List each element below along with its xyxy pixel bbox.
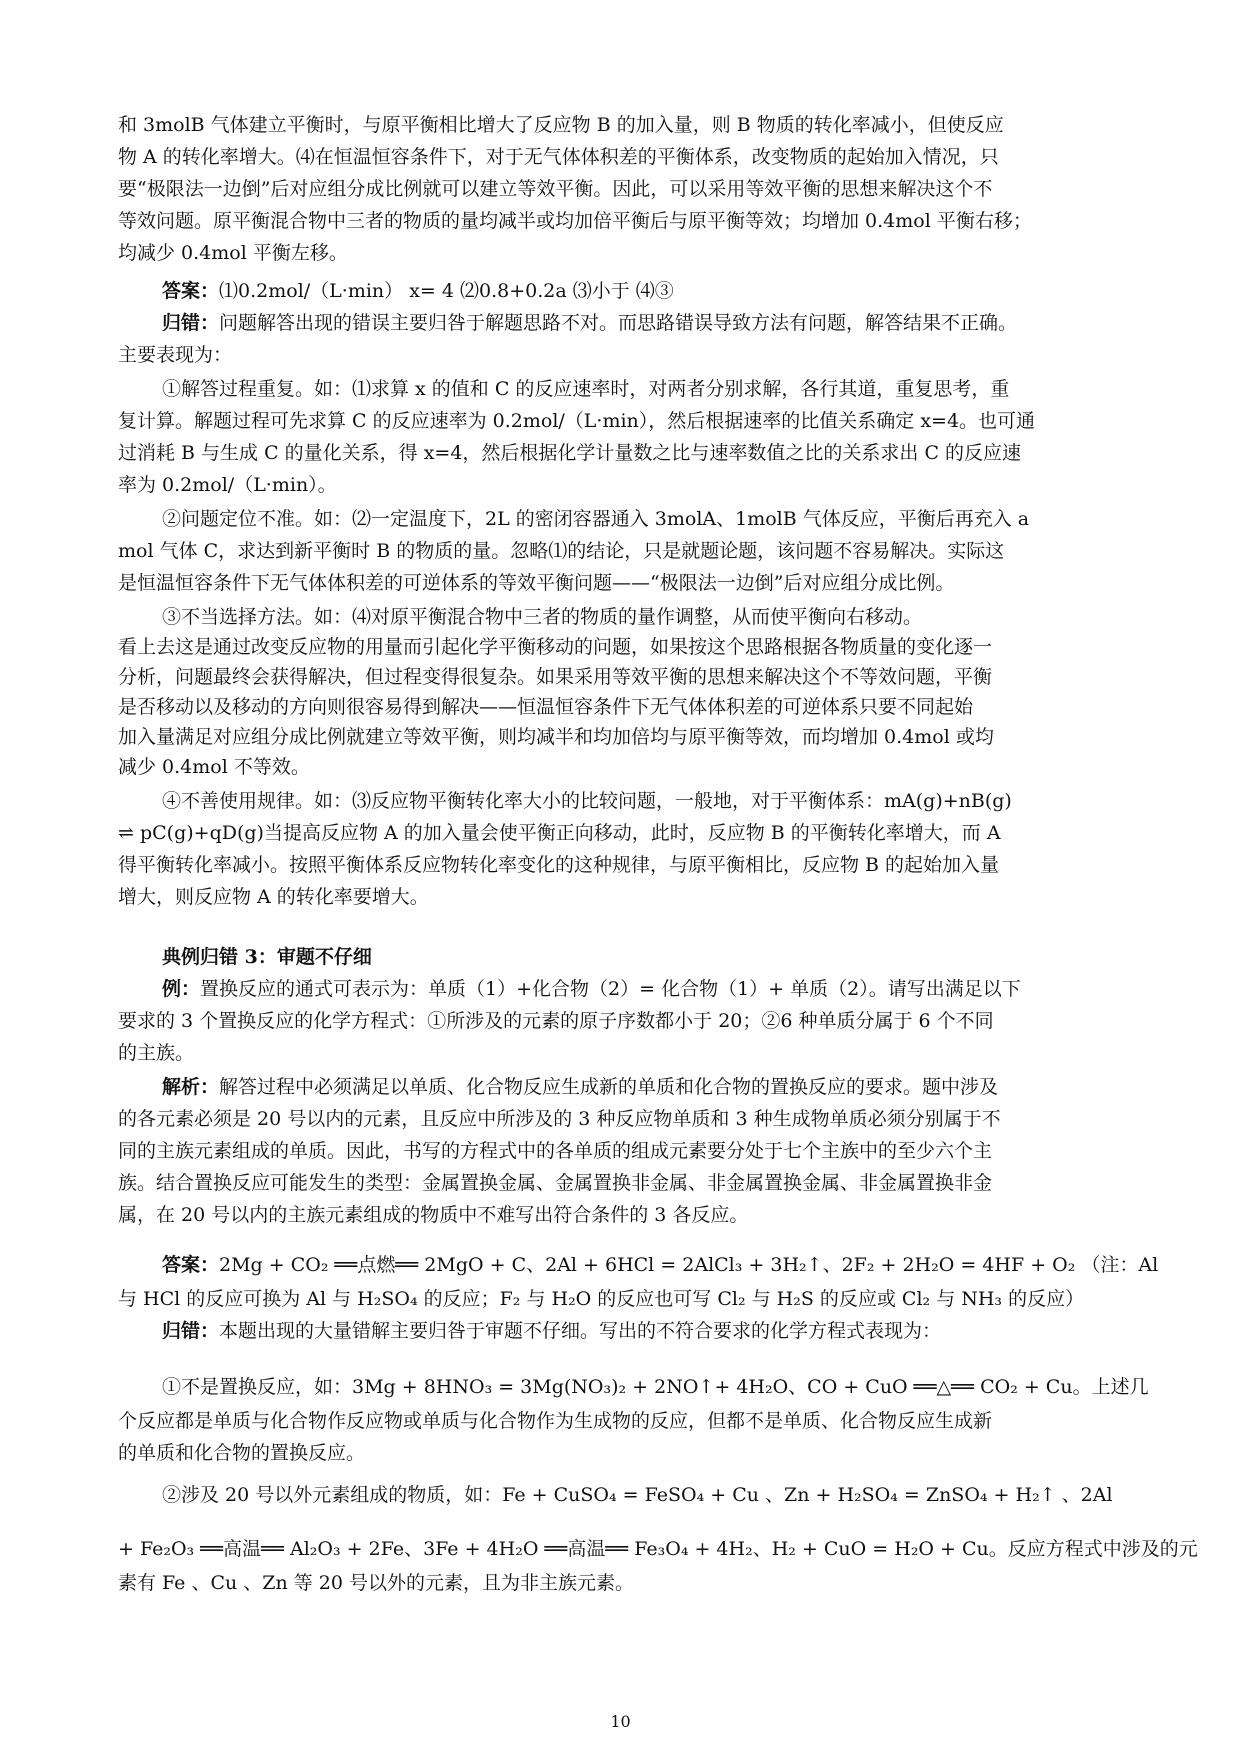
text-line [162, 1482, 1113, 1508]
text-line [118, 472, 337, 498]
line-text: 族。结合置换反应可能发生的类型：金属置换金属、金属置换非金属、非金属置换金属、非金属置换非金 [118, 1172, 993, 1194]
line-text: 的主族。 [118, 1042, 195, 1064]
line-text: 要“极限法一边倒”后对应组分成比例就可以建立等效平衡。因此，可以采用等效平衡的思想来解决这个不 [118, 178, 993, 200]
bold-label: 答案： [162, 280, 220, 302]
line-text: 本题出现的大量错解主要归咎于审题不仔细。写出的不符合要求的化学方程式表现为： [219, 1320, 942, 1342]
line-text: ⇌ pC(g)+qD(g)当提高反应物 A 的加入量会使平衡正向移动，此时，反应物 B 的平衡转化率增大，而 A [118, 822, 1001, 844]
line-text: 置换反应的通式可表示为：单质（1）+化合物（2）= 化合物（1）+ 单质（2）。请写出满足以下 [200, 978, 1021, 1000]
text-line [118, 112, 1004, 138]
line-text: 减少 0.4mol 不等效。 [118, 756, 310, 778]
line-text: 属，在 20 号以内的主族元素组成的物质中不难写出符合条件的 3 各反应。 [118, 1204, 749, 1226]
line-text: 过消耗 B 与生成 C 的量化关系，得 x=4，然后根据化学计量数之比与速率数值之比的关系求出 C 的反应速 [118, 442, 1022, 464]
text-line [118, 820, 1001, 846]
line-text: 的单质和化合物的置换反应。 [118, 1442, 366, 1464]
text-line [118, 440, 1021, 466]
line-text: ④不善使用规律。如：⑶反应物平衡转化率大小的比较问题，一般地，对于平衡体系：mA(g)+nB(g) [162, 790, 1012, 812]
line-text: 要求的 3 个置换反应的化学方程式：①所涉及的元素的原子序数都小于 20；②6 种单质分属于 6 个不同 [118, 1010, 994, 1032]
text-line [118, 1008, 994, 1034]
line-text: 复计算。解题过程可先求算 C 的反应速率为 0.2mol/（L·min），然后根据速率的比值关系确定 x=4。也可通 [118, 410, 1036, 432]
text-line [118, 538, 1004, 564]
page-number: 10 [610, 1712, 631, 1731]
line-text: mol 气体 C，求达到新平衡时 B 的物质的量。忽略⑴的结论，只是就题论题，该问题不容易解决。实际这 [118, 540, 1005, 562]
line-text: + Fe₂O₃ ══高温══ Al₂O₃ + 2Fe、3Fe + 4H₂O ══高温══ Fe₃O₄ + 4H₂、H₂ + CuO = H₂O + Cu。反应方程式中涉及的元 [118, 1538, 1198, 1560]
text-line [162, 944, 372, 970]
text-line [162, 788, 1012, 814]
text-line [118, 664, 992, 690]
bold-label: 解析： [162, 1076, 220, 1098]
text-line [118, 1286, 1084, 1312]
bold-label: 例： [162, 978, 201, 1000]
text-line [118, 1536, 1198, 1562]
line-text: 是否移动以及移动的方向则很容易得到解决——恒温恒容条件下无气体体积差的可逆体系只要不同起始 [118, 696, 974, 718]
line-text: 解答过程中必须满足以单质、化合物反应生成新的单质和化合物的置换反应的要求。题中涉及 [219, 1076, 999, 1098]
line-text: ①不是置换反应，如：3Mg + 8HNO₃ = 3Mg(NO₃)₂ + 2NO↑+ 4H₂O、CO + CuO ══△══ CO₂ + Cu。上述几 [162, 1376, 1149, 1398]
line-text: 物 A 的转化率增大。⑷在恒温恒容条件下，对于无气体体积差的平衡体系，改变物质的起始加入情况，只 [118, 146, 999, 168]
bold-label: 典例归错 3：审题不仔细 [162, 946, 372, 968]
text-line [118, 724, 994, 750]
text-line [118, 240, 348, 266]
bold-label: 归错： [162, 312, 220, 334]
text-line [162, 506, 1029, 532]
text-line [118, 1138, 992, 1164]
line-text: ③不当选择方法。如：⑷对原平衡混合物中三者的物质的量作调整，从而使平衡向右移动。 [162, 606, 923, 628]
line-text: ①解答过程重复。如：⑴求算 x 的值和 C 的反应速率时，对两者分别求解，各行其道，重复思考，重 [162, 378, 1010, 400]
text-line [118, 884, 429, 910]
line-text: 的各元素必须是 20 号以内的元素，且反应中所涉及的 3 种反应物单质和 3 种生成物单质必须分别属于不 [118, 1108, 1001, 1130]
text-line [118, 754, 310, 780]
line-text: 同的主族元素组成的单质。因此，书写的方程式中的各单质的组成元素要分处于七个主族中的至少六个主 [118, 1140, 993, 1162]
text-line [118, 1202, 748, 1228]
text-line [118, 1106, 1001, 1132]
text-line [118, 694, 973, 720]
text-line [118, 342, 232, 368]
text-line [118, 1170, 992, 1196]
line-text: 加入量满足对应组分成比例就建立等效平衡，则均减半和均加倍均与原平衡等效，而均增加 0.4mol 或均 [118, 726, 994, 748]
text-line [118, 634, 992, 660]
text-line [162, 1252, 1158, 1278]
text-line [162, 376, 1009, 402]
text-line [162, 976, 1021, 1002]
text-line [118, 144, 999, 170]
line-text: ⑴0.2mol/（L·min） x= 4 ⑵0.8+0.2a ⑶小于 ⑷③ [219, 280, 674, 302]
text-line [118, 408, 1035, 434]
text-line [162, 1374, 1149, 1400]
text-line [118, 208, 1032, 234]
line-text: 看上去这是通过改变反应物的用量而引起化学平衡移动的问题，如果按这个思路根据各物质量的变化逐一 [118, 636, 993, 658]
text-line [118, 1570, 634, 1596]
text-line [118, 176, 992, 202]
bold-label: 归错： [162, 1320, 220, 1342]
text-line [162, 278, 674, 304]
text-line [162, 604, 922, 630]
line-text: ②问题定位不准。如：⑵一定温度下，2L 的密闭容器通入 3molA、1molB 气体反应，平衡后再充入 a [162, 508, 1030, 530]
line-text: 等效问题。原平衡混合物中三者的物质的量均减半或均加倍平衡后与原平衡等效；均增加 0.4mol 平衡右移； [118, 210, 1032, 232]
line-text: 问题解答出现的错误主要归咎于解题思路不对。而思路错误导致方法有问题，解答结果不正确。 [219, 312, 1018, 334]
line-text: 分析，问题最终会获得解决，但过程变得很复杂。如果采用等效平衡的思想来解决这个不等效问题，平衡 [118, 666, 993, 688]
line-text: 个反应都是单质与化合物作反应物或单质与化合物作为生成物的反应，但都不是单质、化合物反应生成新 [118, 1410, 993, 1432]
line-text: 均减少 0.4mol 平衡左移。 [118, 242, 348, 264]
text-line [118, 1440, 365, 1466]
bold-label: 答案： [162, 1254, 220, 1276]
text-line [118, 1040, 194, 1066]
line-text: 得平衡转化率减小。按照平衡体系反应物转化率变化的这种规律，与原平衡相比，反应物 B 的起始加入量 [118, 854, 1000, 876]
line-text: 率为 0.2mol/（L·min）。 [118, 474, 337, 496]
text-line [118, 852, 999, 878]
line-text: 2Mg + CO₂ ══点燃══ 2MgO + C、2Al + 6HCl = 2AlCl₃ + 3H₂↑、2F₂ + 2H₂O = 4HF + O₂ （注：Al [219, 1254, 1159, 1276]
line-text: 和 3molB 气体建立平衡时，与原平衡相比增大了反应物 B 的加入量，则 B 物质的转化率减小，但使反应 [118, 114, 1004, 136]
line-text: 主要表现为： [118, 344, 233, 366]
line-text: ②涉及 20 号以外元素组成的物质，如：Fe + CuSO₄ = FeSO₄ + Cu 、Zn + H₂SO₄ = ZnSO₄ + H₂↑ 、2Al [162, 1484, 1113, 1506]
text-line [162, 1074, 998, 1100]
text-line [118, 570, 954, 596]
text-line [162, 310, 1017, 336]
line-text: 素有 Fe 、Cu 、Zn 等 20 号以外的元素，且为非主族元素。 [118, 1572, 635, 1594]
text-line [162, 1318, 941, 1344]
text-line [118, 1408, 992, 1434]
line-text: 与 HCl 的反应可换为 Al 与 H₂SO₄ 的反应；F₂ 与 H₂O 的反应也可写 Cl₂ 与 H₂S 的反应或 Cl₂ 与 NH₃ 的反应） [118, 1288, 1085, 1310]
line-text: 是恒温恒容条件下无气体体积差的可逆体系的等效平衡问题——“极限法一边倒”后对应组分成比例。 [118, 572, 955, 594]
line-text: 增大，则反应物 A 的转化率要增大。 [118, 886, 429, 908]
